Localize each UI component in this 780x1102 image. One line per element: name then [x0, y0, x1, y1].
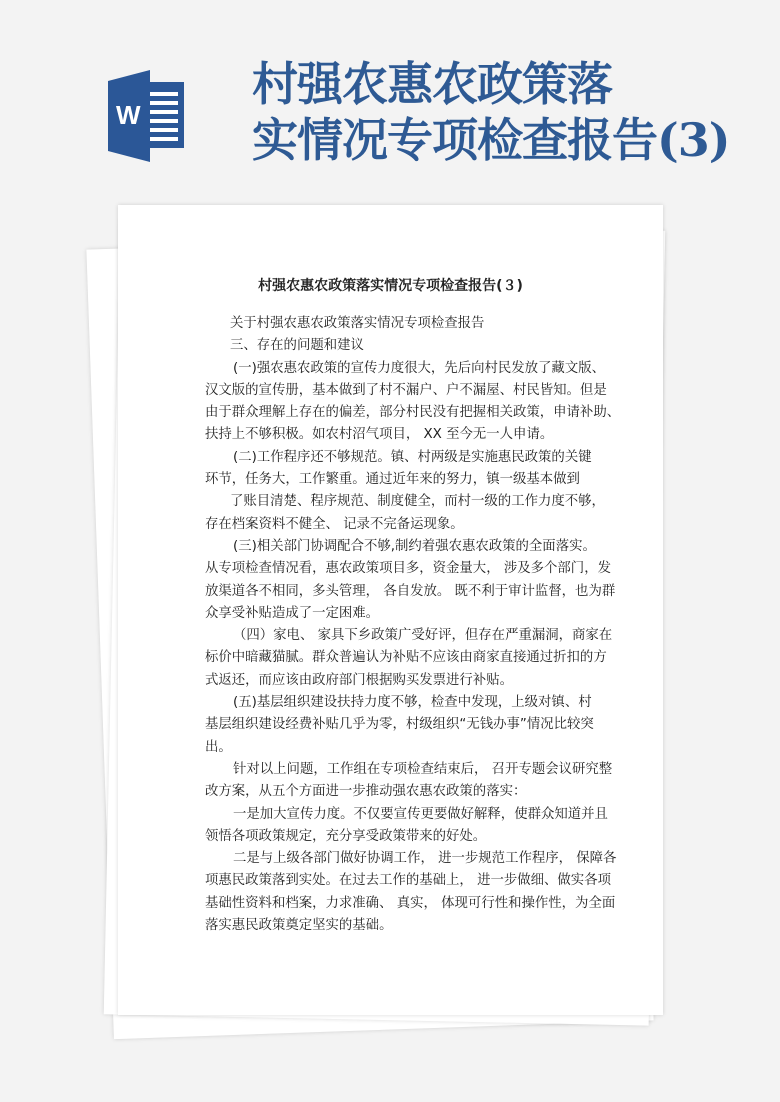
text-line: 众享受补贴造成了一定困难。 [205, 605, 380, 621]
text-line: 存在档案资料不健全、 记录不完备运现象。 [205, 516, 464, 532]
text-line: 环节，任务大，工作繁重。通过近年来的努力，镇一级基本做到 [205, 472, 580, 488]
text-line: (一)强农惠农政策的宣传力度很大，先后向村民发放了藏文版、 [233, 360, 605, 376]
text-line: 汉文版的宣传册，基本做到了村不漏户、户不漏屋、村民皆知。但是 [205, 382, 607, 398]
text-line: 由于群众理解上存在的偏差，部分村民没有把握相关政策，申请补助、 [205, 405, 621, 421]
text-line: (五)基层组织建设扶持力度不够，检查中发现，上级对镇、村 [233, 695, 592, 711]
text-line: 一是加大宣传力度。不仅要宣传更要做好解释，使群众知道并且 [233, 806, 608, 822]
text-line: 了账目清楚、程序规范、制度健全，而村一级的工作力度不够， [230, 494, 605, 510]
word-icon-letter: W [116, 100, 141, 130]
text-line: 二是与上级各部门做好协调工作， 进一步规范工作程序， 保障各 [233, 851, 617, 867]
text-line: 基层组织建设经费补贴几乎为零，村级组织“无钱办事”情况比较突 [205, 717, 594, 733]
document-title: 村强农惠农政策落实情况专项检查报告(３) [258, 278, 523, 294]
text-line: (三)相关部门协调配合不够,制约着强农惠农政策的全面落实。 [233, 538, 596, 554]
text-line: 从专项检查情况看，惠农政策项目多，资金量大， 涉及多个部门，发 [205, 561, 611, 577]
text-line: 三、存在的问题和建议 [230, 338, 364, 354]
page-title [252, 56, 772, 168]
text-line: 基础性资料和档案，力求准确、 真实， 体现可行性和操作性，为全面 [205, 895, 616, 911]
document-body [205, 313, 645, 937]
text-line: 关于村强农惠农政策落实情况专项检查报告 [230, 316, 485, 331]
text-line: 标价中暗藏猫腻。群众普遍认为补贴不应该由商家直接通过折扣的方 [205, 650, 607, 666]
title-line-2: 实情况专项检查报告(3) [252, 113, 730, 167]
text-line: 改方案，从五个方面进一步推动强农惠农政策的落实： [205, 784, 527, 800]
text-line: 领悟各项政策规定，充分享受政策带来的好处。 [205, 828, 487, 844]
title-line-1: 村强农惠农政策落 [252, 57, 612, 111]
text-line: 落实惠民政策奠定坚实的基础。 [205, 918, 393, 934]
text-line: 针对以上问题，工作组在专项检查结束后， 召开专题会议研究整 [233, 761, 613, 777]
text-line: （四）家电、 家具下乡政策广受好评，但存在严重漏洞，商家在 [233, 628, 613, 644]
text-line: 出。 [205, 739, 232, 755]
word-icon [108, 70, 190, 162]
text-line: 扶持上不够积极。如农村沼气项目， XX 至今无一人申请。 [205, 427, 554, 443]
text-line: (二)工作程序还不够规范。镇、村两级是实施惠民政策的关键 [233, 449, 592, 465]
text-line: 项惠民政策落到实处。在过去工作的基础上， 进一步做细、做实各项 [205, 873, 611, 889]
text-line: 式返还，而应该由政府部门根据购买发票进行补贴。 [205, 672, 513, 688]
document-page [118, 205, 663, 1015]
text-line: 放渠道各不相同，多头管理， 各自发放。 既不利于审计监督，也为群 [205, 583, 616, 599]
